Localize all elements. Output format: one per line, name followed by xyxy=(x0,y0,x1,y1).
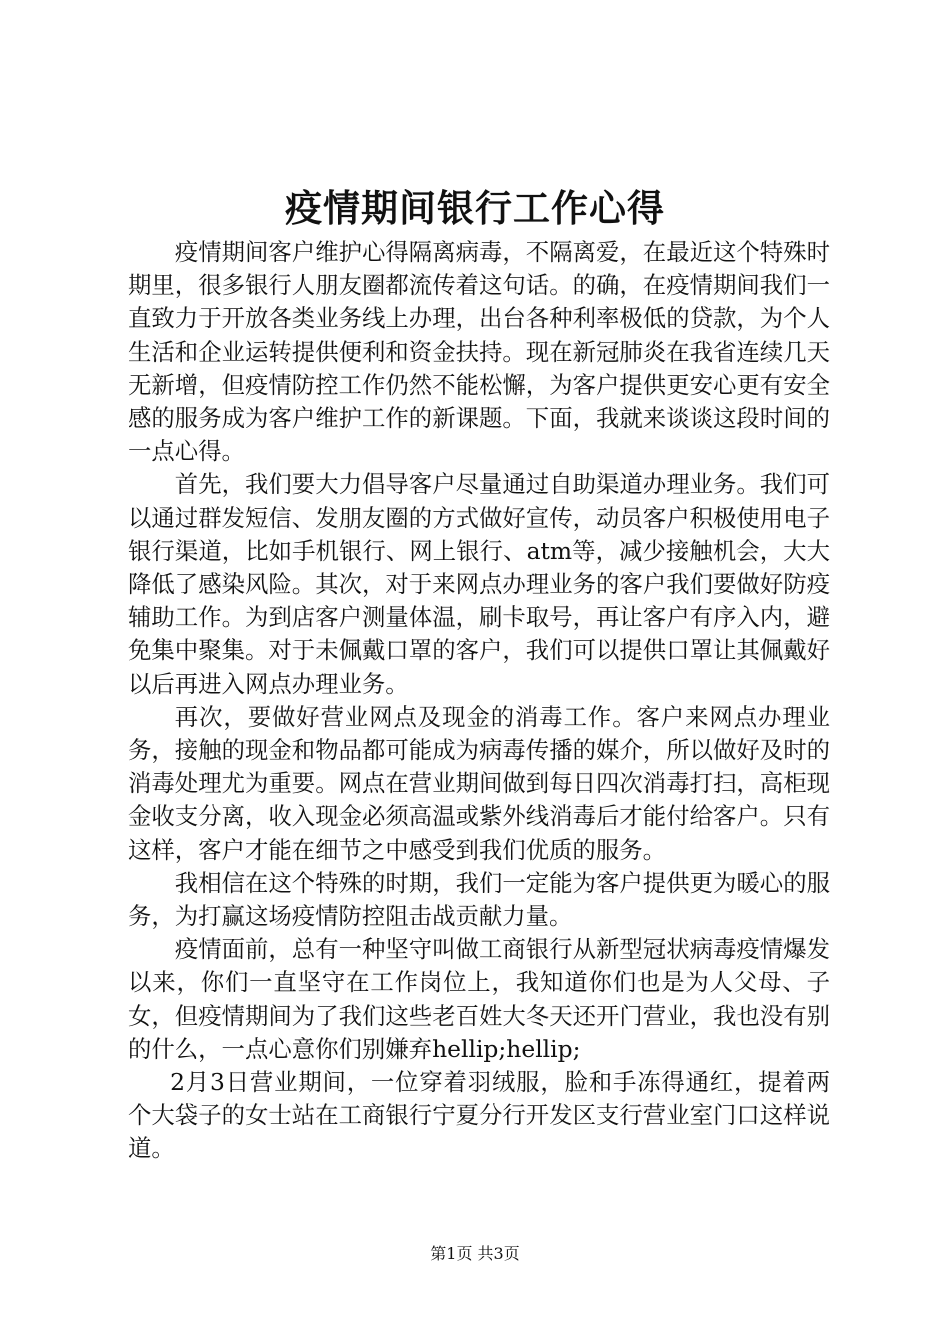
paragraph-4: 我相信在这个特殊的时期，我们一定能为客户提供更为暖心的服务，为打赢这场疫情防控阻击战贡献力量。 xyxy=(128,868,830,931)
document-body xyxy=(128,236,830,1166)
paragraph-6: 2月3日营业期间，一位穿着羽绒服，脸和手冻得通红，提着两个大袋子的女士站在工商银行宁夏分行开发区支行营业室门口这样说道。 xyxy=(128,1068,830,1163)
paragraph-3: 再次，要做好营业网点及现金的消毒工作。客户来网点办理业务，接触的现金和物品都可能成为病毒传播的媒介，所以做好及时的消毒处理尤为重要。网点在营业期间做到每日四次消毒打扫，高柜现金收支分离，收入现金必须高温或紫外线消毒后才能付给客户。只有这样，客户才能在细节之中感受到我们优质的服务。 xyxy=(128,702,830,864)
document-title: 疫情期间银行工作心得 xyxy=(285,186,665,230)
paragraph-5: 疫情面前，总有一种坚守叫做工商银行从新型冠状病毒疫情爆发以来，你们一直坚守在工作岗位上，我知道你们也是为人父母、子女，但疫情期间为了我们这些老百姓大冬天还开门营业，我也没有别的什么，一点心意你们别嫌弃hellip;hellip; xyxy=(128,935,830,1063)
page-footer: 第1页 共3页 xyxy=(430,1244,520,1263)
paragraph-2: 首先，我们要大力倡导客户尽量通过自助渠道办理业务。我们可以通过群发短信、发朋友圈的方式做好宣传，动员客户积极使用电子银行渠道，比如手机银行、网上银行、atm等，减少接触机会，大大降低了感染风险。其次，对于来网点办理业务的客户我们要做好防疫辅助工作。为到店客户测量体温，刷卡取号，再让客户有序入内，避免集中聚集。对于未佩戴口罩的客户，我们可以提供口罩让其佩戴好以后再进入网点办理业务。 xyxy=(128,470,830,698)
paragraph-1: 疫情期间客户维护心得隔离病毒，不隔离爱，在最近这个特殊时期里，很多银行人朋友圈都流传着这句话。的确，在疫情期间我们一直致力于开放各类业务线上办理，出台各种利率极低的贷款，为个人生活和企业运转提供便利和资金扶持。现在新冠肺炎在我省连续几天无新增，但疫情防控工作仍然不能松懈，为客户提供更安心更有安全感的服务成为客户维护工作的新课题。下面，我就来谈谈这段时间的一点心得。 xyxy=(128,238,830,466)
